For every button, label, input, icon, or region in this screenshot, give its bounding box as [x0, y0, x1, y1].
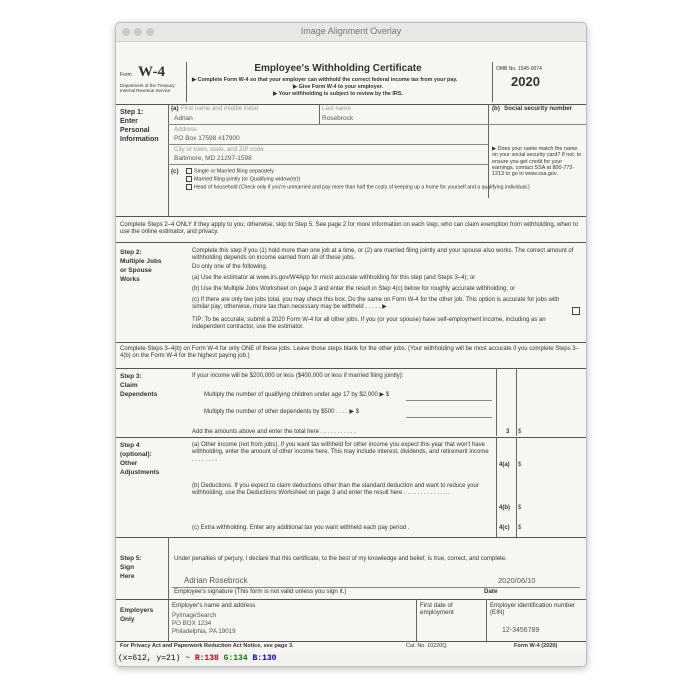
step5-label: Step 5:	[120, 555, 142, 562]
step4-extra-withholding: (c) Extra withholding. Enter any additional tax you want withheld each pay period .	[192, 525, 410, 531]
dept-treasury: Department of the Treasury	[120, 83, 175, 88]
instruction-1: ▶ Complete Form W-4 so that your employer can withhold the correct federal income tax from your pay.	[192, 77, 458, 83]
form-footer: Form W-4 (2020)	[514, 643, 558, 649]
step1-label-2: Enter	[120, 118, 138, 125]
w4-form-image	[116, 42, 586, 652]
step5-label-2: Sign	[120, 564, 135, 571]
filing-single[interactable]	[186, 168, 274, 176]
last-name-label: Last name	[322, 105, 351, 112]
notice-steps-2-4: Complete Steps 2–4 ONLY if they apply to you; otherwise, skip to Step 5. See page 2 for more information on each step, who can claim exemption from withholding, when to use the online estimator, and privacy.	[120, 222, 579, 236]
ssn-label: Social security number	[504, 105, 573, 112]
step3-currency: $	[518, 429, 522, 435]
first-date-label: First date of employment	[420, 602, 454, 617]
field-b-label: (b)	[492, 105, 500, 112]
irs-label: Internal Revenue Service	[120, 88, 171, 93]
green-value: G:134	[223, 654, 248, 663]
notice-steps-3-4b: Complete Steps 3–4(b) on Form W-4 for only ONE of these jobs. Leave those steps blank for the other jobs. (Your withholding will be most accurate if you complete Steps 3–4(b) on the Form W-4 for the highest paying job.)	[120, 346, 579, 360]
form-name: W-4	[138, 64, 165, 80]
omb-number: OMB No. 1545-0074	[496, 66, 542, 72]
employer-address-1[interactable]: PO BOX 1234	[172, 620, 212, 627]
address-label: Address	[174, 126, 197, 133]
step5-label-3: Here	[120, 573, 135, 580]
image-window	[115, 22, 587, 667]
filing-married-label: Married filing jointly (or Qualifying widow(er))	[194, 176, 301, 183]
form-title: Employee's Withholding Certificate	[254, 63, 422, 74]
step3-intro: If your income will be $200,000 or less ($400,000 or less if married filing jointly):	[192, 373, 404, 379]
employer-name[interactable]: PyImageSearch	[172, 612, 217, 619]
step1-label-4: Information	[120, 136, 159, 143]
signature-label: Employee's signature (This form is not valid unless you sign it.)	[174, 588, 347, 595]
step2-option-b: (b) Use the Multiple Jobs Worksheet on page 3 and enter the result in Step 4(c) below for roughly accurate withholding; or	[192, 286, 516, 292]
signature-value[interactable]: Adrian Rosebrock	[184, 576, 248, 585]
address-value[interactable]: PO Box 17598 #17900	[174, 135, 240, 142]
field-a-label: (a)	[171, 105, 179, 112]
perjury-statement: Under penalties of perjury, I declare that this certificate, to the best of my knowledge and belief, is true, correct, and complete.	[174, 556, 507, 562]
step2-label-2: Multiple Jobs	[120, 258, 162, 265]
name-match-note: ▶ Does your name match the name on your social security card? If not, to ensure you get credit for your earnings, contact SSA at 800-772-1213 or go to www.ssa.gov.	[492, 146, 582, 178]
ein-label: Employer identification number (EIN)	[490, 602, 575, 617]
cursor-coords: (x=612, y=21) ~	[118, 654, 195, 663]
privacy-notice: For Privacy Act and Paperwork Reduction Act Notice, see page 3.	[120, 643, 294, 649]
instruction-2: ▶ Give Form W-4 to your employer.	[292, 84, 383, 90]
step4c-currency: $	[518, 525, 522, 531]
red-value: R:138	[194, 654, 219, 663]
step2-label-4: Works	[120, 276, 140, 283]
step4b-number: 4(b)	[499, 505, 510, 511]
step1-label: Step 1:	[120, 109, 144, 116]
city-value[interactable]: Baltimore, MD 21297-1598	[174, 155, 252, 162]
last-name-value[interactable]: Rosebrock	[322, 115, 354, 122]
step4-label-3: Other	[120, 460, 138, 467]
date-label: Date	[484, 588, 498, 595]
form-label: Form	[120, 72, 132, 78]
date-value[interactable]: 2020/06/10	[498, 576, 536, 585]
field-c-label: (c)	[171, 168, 179, 175]
employer-address-2[interactable]: Philadelphia, PA 19019	[172, 628, 236, 635]
first-name-value[interactable]: Adrian	[174, 115, 193, 122]
form-year: 2020	[511, 74, 540, 89]
step2-label: Step 2:	[120, 249, 142, 256]
step3-label-2: Claim	[120, 382, 138, 389]
step4-label: Step 4	[120, 442, 140, 449]
step4-label-4: Adjustments	[120, 469, 160, 476]
title-bar	[116, 23, 586, 42]
step2-do-only: Do only one of the following.	[192, 264, 268, 270]
step2-option-a: (a) Use the estimator at www.irs.gov/W4App for most accurate withholding for this step (and Steps 3–4); or	[192, 275, 476, 281]
step4-label-2: (optional):	[120, 451, 152, 458]
two-jobs-checkbox[interactable]	[572, 307, 580, 315]
step4-deductions: (b) Deductions. If you expect to claim deductions other than the standard deduction and want to reduce your withholding, use the Deductions Worksheet on page 3 and enter the result here . . . . . . . . . . . . . .	[192, 483, 479, 497]
step3-label-3: Dependents	[120, 391, 158, 398]
step2-label-3: or Spouse	[120, 267, 152, 274]
step2-intro: Complete this step if you (1) hold more than one job at a time, or (2) are married filing jointly and your spouse also works. The correct amount of withholding depends on income earned from all of these jobs.	[192, 248, 574, 262]
step4a-currency: $	[518, 462, 522, 468]
step3-other-dependents: Multiply the number of other dependents by $500 . . . . ▶ $	[204, 409, 360, 415]
step4c-number: 4(c)	[499, 525, 510, 531]
step3-total-label: Add the amounts above and enter the total here . . . . . . . . . . .	[192, 429, 356, 435]
first-name-label: First name and middle initial	[181, 105, 259, 112]
window-title: Image Alignment Overlay	[300, 26, 402, 36]
filing-hoh[interactable]	[186, 184, 584, 192]
step1-label-3: Personal	[120, 127, 150, 134]
step4b-currency: $	[518, 505, 522, 511]
ein-value[interactable]: 12-3456789	[502, 627, 540, 634]
employers-label: Employers	[120, 607, 154, 614]
city-label: City or town, state, and ZIP code	[174, 146, 264, 153]
pixel-info-bar	[116, 652, 586, 666]
blue-value: B:130	[252, 654, 277, 663]
step3-children: Multiply the number of qualifying children under age 17 by $2,000 ▶ $	[204, 392, 390, 398]
filing-hoh-label: Head of household (Check only if you're unmarried and pay more than half the costs of keeping up a home for yourself and a qualifying individual.)	[194, 184, 530, 191]
employer-name-label: Employer's name and address	[172, 602, 256, 609]
step4-other-income: (a) Other income (not from jobs). If you want tax withheld for other income you expect this year that won't have withholding, enter the amount of other income here. This may include interest, dividends, and retirement income . . . . . . . .	[192, 442, 489, 463]
employers-label-2: Only	[120, 616, 135, 623]
step4a-number: 4(a)	[499, 462, 510, 468]
cat-number: Cat. No. 10220Q	[406, 643, 447, 649]
filing-married[interactable]	[186, 176, 300, 184]
step2-option-c: (c) If there are only two jobs total, you may check this box. Do the same on Form W-4 for the other job. This option is accurate for jobs with similar pay; otherwise, more tax than necessary may be withheld . . . . . ▶	[192, 297, 560, 311]
step3-line-number: 3	[506, 429, 510, 435]
step3-label: Step 3:	[120, 373, 142, 380]
filing-single-label: Single or Married filing separately	[194, 168, 274, 175]
instruction-3: ▶ Your withholding is subject to review by the IRS.	[273, 91, 403, 97]
step2-tip: TIP: To be accurate, submit a 2020 Form W-4 for all other jobs. If you (or your spouse) have self-employment income, including as an independent contractor, use the estimator.	[192, 317, 546, 331]
